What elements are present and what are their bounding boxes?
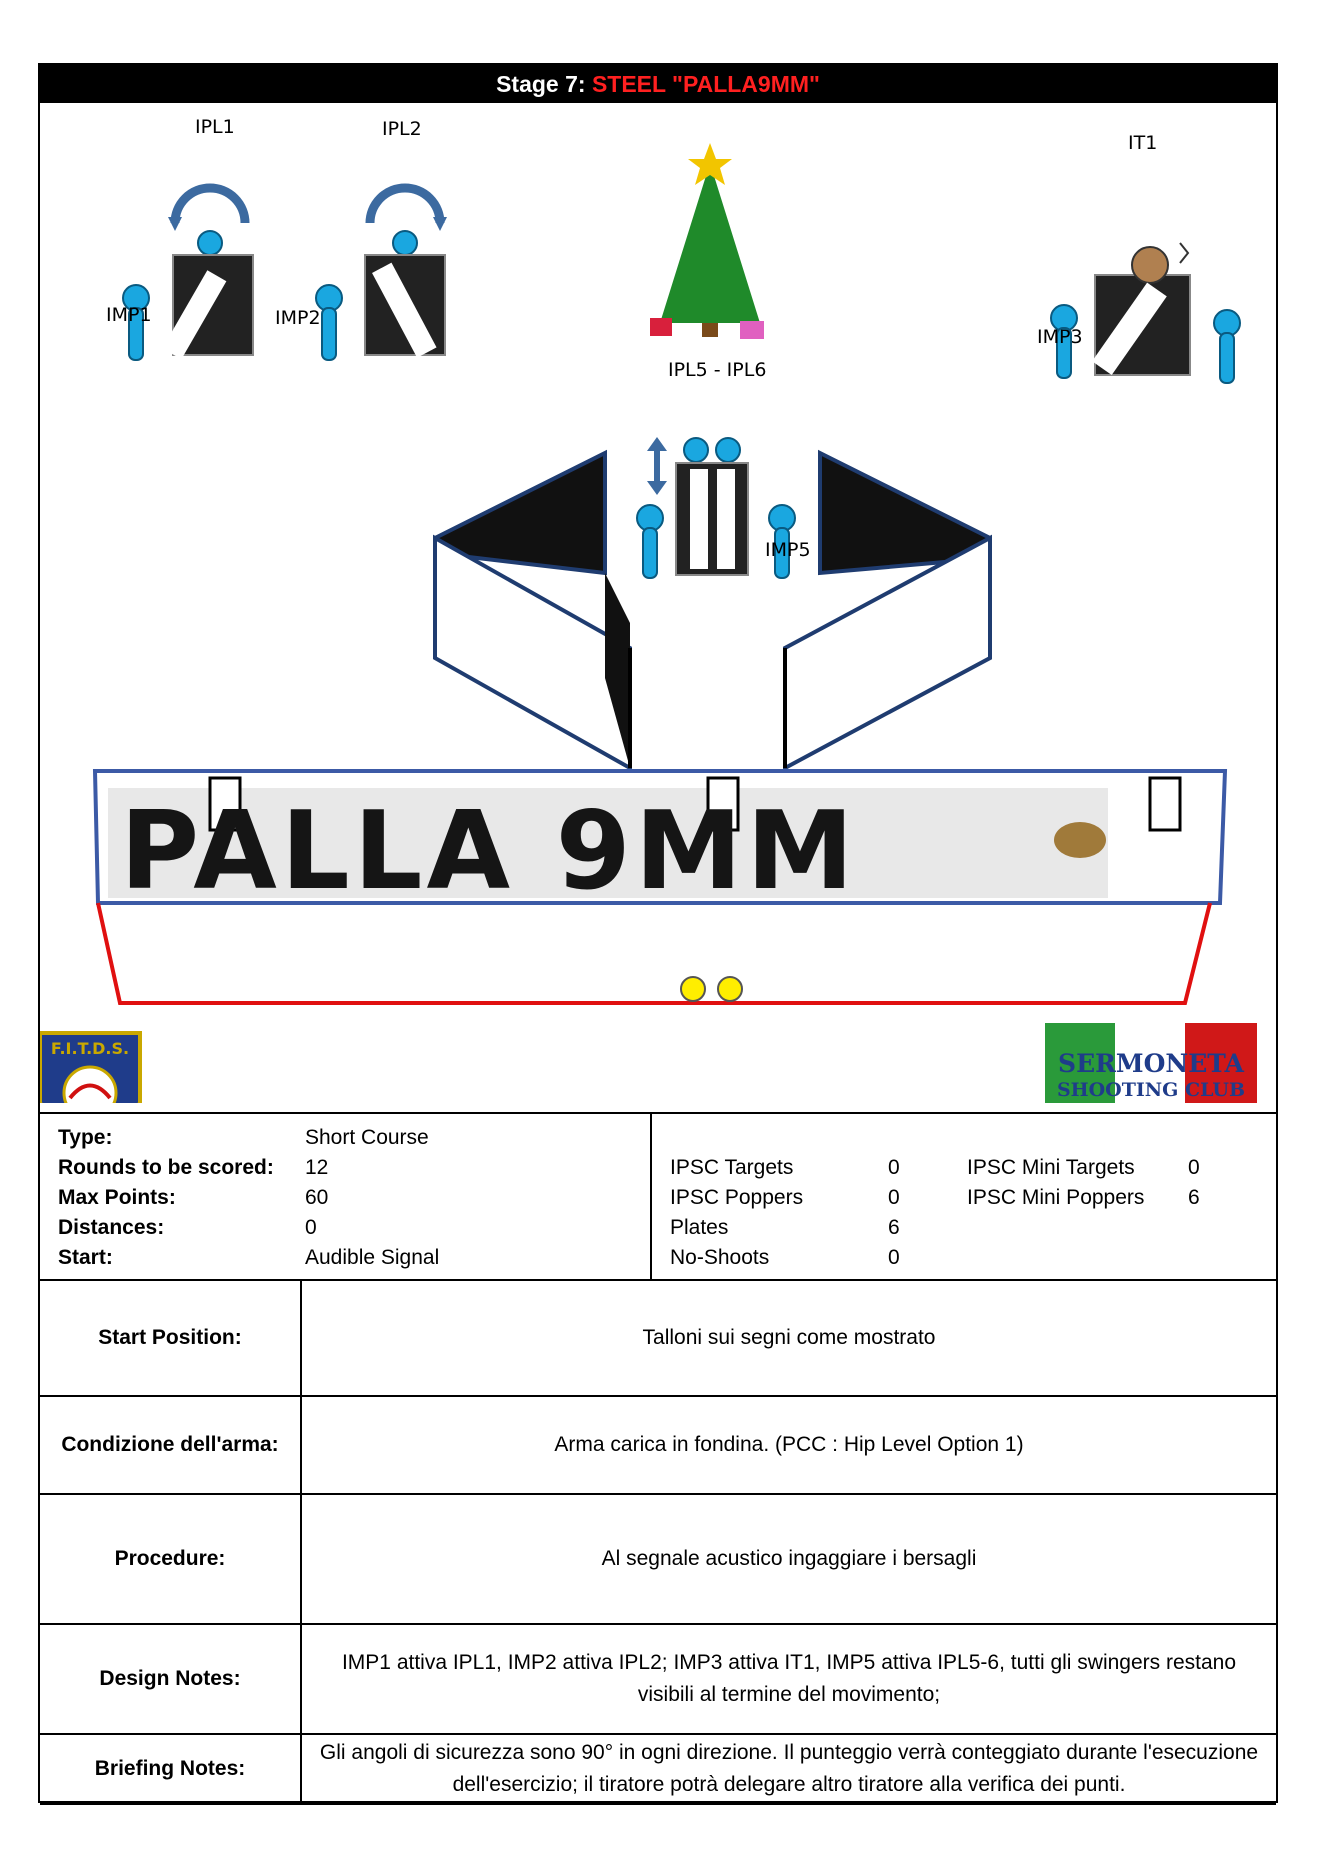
stage-layout-svg — [40, 103, 1276, 1103]
left-wall — [435, 453, 630, 768]
label-ipl5-ipl6: IPL5 - IPL6 — [668, 359, 767, 381]
imp5-marker-left — [637, 505, 663, 578]
it1-target — [1092, 243, 1190, 375]
target-name: IPSC Targets — [670, 1156, 794, 1179]
stage-info — [40, 1112, 1276, 1281]
maxpoints-label: Max Points: — [58, 1186, 176, 1209]
stage-details-table — [40, 1279, 1276, 1796]
table-row — [40, 1397, 1276, 1495]
type-label: Type: — [58, 1126, 113, 1149]
label-imp5: IMP5 — [765, 539, 811, 561]
fitds-logo-text: F.I.T.D.S. — [50, 1039, 130, 1058]
table-row — [40, 1625, 1276, 1735]
ipl5-ipl6-target — [647, 437, 748, 575]
row-label: Condizione dell'arma: — [40, 1397, 302, 1493]
row-value: Arma carica in fondina. (PCC : Hip Level Option 1) — [554, 1433, 1024, 1456]
shooting-area — [98, 903, 1210, 1003]
stage-sheet — [38, 63, 1278, 1803]
sermoneta-logo-line1: SERMONETA — [1058, 1049, 1244, 1078]
type-value: Short Course — [305, 1126, 429, 1149]
table-row — [40, 1735, 1276, 1805]
banner-text: PALLA 9MM — [120, 789, 858, 914]
target-name: IPSC Poppers — [670, 1186, 804, 1209]
label-imp3: IMP3 — [1037, 326, 1083, 348]
imp3-marker-right — [1214, 310, 1240, 383]
target-count: 6 — [888, 1216, 900, 1239]
ipl1-swinger — [162, 188, 253, 359]
target-name: IPSC Mini Targets — [967, 1156, 1135, 1179]
label-imp2: IMP2 — [275, 307, 321, 329]
table-row — [40, 1495, 1276, 1625]
christmas-tree-icon — [650, 143, 764, 339]
start-value: Audible Signal — [305, 1246, 440, 1269]
maxpoints-value: 60 — [305, 1186, 329, 1209]
label-imp1: IMP1 — [106, 304, 152, 326]
label-ipl1: IPL1 — [195, 116, 235, 138]
start-position-marks — [681, 977, 742, 1001]
rounds-label: Rounds to be scored: — [58, 1156, 274, 1179]
distances-label: Distances: — [58, 1216, 165, 1239]
row-value: Gli angoli di sicurezza sono 90° in ogni direzione. Il punteggio verrà conteggiato durante l'esecuzione dell'esercizio; il tiratore potrà delegare altro tiratore alla verifica dei punti. — [319, 1741, 1259, 1796]
rounds-value: 12 — [305, 1156, 329, 1179]
target-count: 0 — [888, 1186, 900, 1209]
target-count: 0 — [888, 1156, 900, 1179]
ipl2-swinger — [365, 188, 447, 358]
stage-title — [40, 65, 1276, 103]
row-label: Briefing Notes: — [40, 1735, 302, 1803]
target-count: 0 — [888, 1246, 900, 1269]
stage-number: Stage 7: — [496, 71, 592, 97]
label-ipl2: IPL2 — [382, 118, 422, 140]
info-divider — [650, 1114, 652, 1281]
start-label: Start: — [58, 1246, 113, 1269]
target-name: Plates — [670, 1216, 729, 1239]
sermoneta-logo-line2: SHOOTING CLUB — [1056, 1079, 1246, 1101]
right-wall — [785, 453, 990, 768]
target-count: 0 — [1188, 1156, 1200, 1179]
row-value: Talloni sui segni come mostrato — [642, 1326, 936, 1349]
stage-name: STEEL "PALLA9MM" — [591, 71, 820, 97]
row-value: IMP1 attiva IPL1, IMP2 attiva IPL2; IMP3 attiva IT1, IMP5 attiva IPL5-6, tutti gli swingers restano visibili al termine del movimento; — [341, 1651, 1237, 1706]
target-count: 6 — [1188, 1186, 1200, 1209]
row-label: Design Notes: — [40, 1625, 302, 1733]
target-name: IPSC Mini Poppers — [967, 1186, 1145, 1209]
table-row — [40, 1281, 1276, 1397]
target-name: No-Shoots — [670, 1246, 770, 1269]
label-it1: IT1 — [1128, 132, 1158, 154]
distances-value: 0 — [305, 1216, 317, 1239]
row-label: Procedure: — [40, 1495, 302, 1623]
row-label: Start Position: — [40, 1281, 302, 1395]
row-value: Al segnale acustico ingaggiare i bersagli — [601, 1547, 977, 1570]
stage-diagram — [40, 103, 1276, 1103]
